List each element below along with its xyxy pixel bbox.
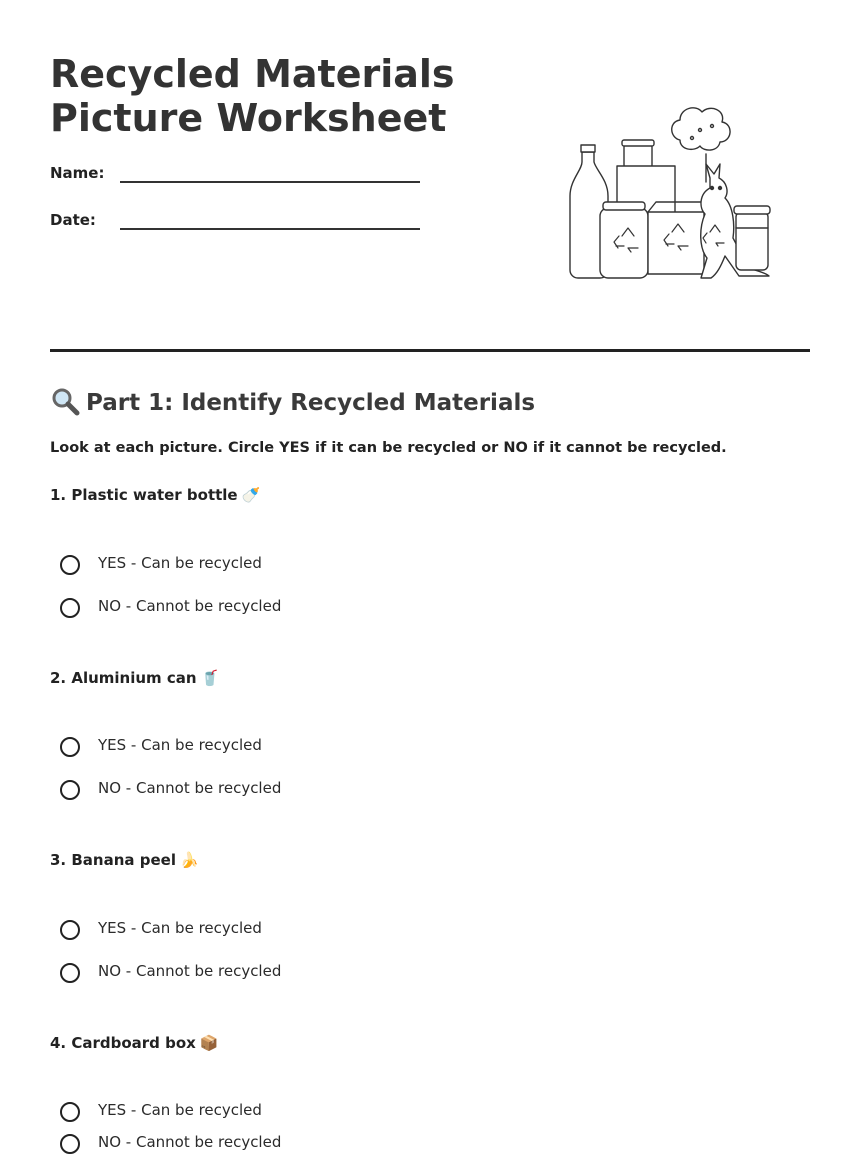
title-line-2: Picture Worksheet	[50, 96, 447, 140]
question-2-yes-label: YES - Can be recycled	[98, 736, 262, 754]
small-jar	[624, 144, 652, 168]
cardboard-box-shape	[648, 212, 704, 274]
section-divider	[50, 349, 810, 352]
question-3-no-option[interactable]	[60, 963, 460, 989]
question-2-yes-option[interactable]	[60, 737, 460, 763]
question-2-no-label: NO - Cannot be recycled	[98, 779, 282, 797]
question-3-yes-option[interactable]	[60, 920, 460, 946]
question-1-yes-option[interactable]	[60, 555, 460, 581]
worksheet-title	[50, 52, 470, 140]
question-2-text: 2. Aluminium can	[50, 669, 197, 687]
question-4-no-label: NO - Cannot be recycled	[98, 1133, 282, 1151]
question-1-yes-label: YES - Can be recycled	[98, 554, 262, 572]
recycling-illustration	[560, 100, 790, 290]
banana-icon: 🍌	[179, 851, 199, 869]
title-line-1: Recycled Materials	[50, 52, 455, 96]
question-1-text: 1. Plastic water bottle	[50, 486, 238, 504]
date-label: Date:	[50, 211, 96, 229]
right-jar	[736, 212, 768, 270]
question-4-no-option[interactable]	[60, 1134, 460, 1160]
question-4-yes-option[interactable]	[60, 1102, 460, 1128]
question-2-yes-radio[interactable]	[60, 737, 80, 757]
question-4-yes-label: YES - Can be recycled	[98, 1101, 262, 1119]
cup-with-straw-icon: 🥤	[200, 669, 220, 687]
question-3-yes-label: YES - Can be recycled	[98, 919, 262, 937]
part1-instructions: Look at each picture. Circle YES if it can be recycled or NO if it cannot be recycled.	[50, 440, 727, 456]
date-line[interactable]	[120, 228, 420, 230]
bottle-cap	[581, 145, 595, 152]
question-1-no-radio[interactable]	[60, 598, 80, 618]
question-3-no-radio[interactable]	[60, 963, 80, 983]
question-4-text: 4. Cardboard box	[50, 1034, 196, 1052]
big-jar	[600, 208, 648, 278]
baby-bottle-icon: 🍼	[241, 486, 261, 504]
name-label: Name:	[50, 164, 105, 182]
part1-title-text: Part 1: Identify Recycled Materials	[86, 390, 536, 416]
name-line[interactable]	[120, 181, 420, 183]
question-1-no-label: NO - Cannot be recycled	[98, 597, 282, 615]
question-2-no-radio[interactable]	[60, 780, 80, 800]
question-2-title	[50, 669, 219, 687]
name-field[interactable]	[50, 164, 420, 194]
question-3-yes-radio[interactable]	[60, 920, 80, 940]
date-field[interactable]	[50, 211, 420, 241]
question-4-no-radio[interactable]	[60, 1134, 80, 1154]
magnifying-glass-icon	[50, 386, 80, 416]
question-4-title	[50, 1034, 219, 1052]
part1-title	[50, 386, 535, 419]
question-1-no-option[interactable]	[60, 598, 460, 624]
question-1-title	[50, 486, 260, 504]
question-3-no-label: NO - Cannot be recycled	[98, 962, 282, 980]
question-2-no-option[interactable]	[60, 780, 460, 806]
question-3-title	[50, 851, 199, 869]
question-3-text: 3. Banana peel	[50, 851, 176, 869]
question-1-yes-radio[interactable]	[60, 555, 80, 575]
package-icon: 📦	[199, 1034, 219, 1052]
question-4-yes-radio[interactable]	[60, 1102, 80, 1122]
